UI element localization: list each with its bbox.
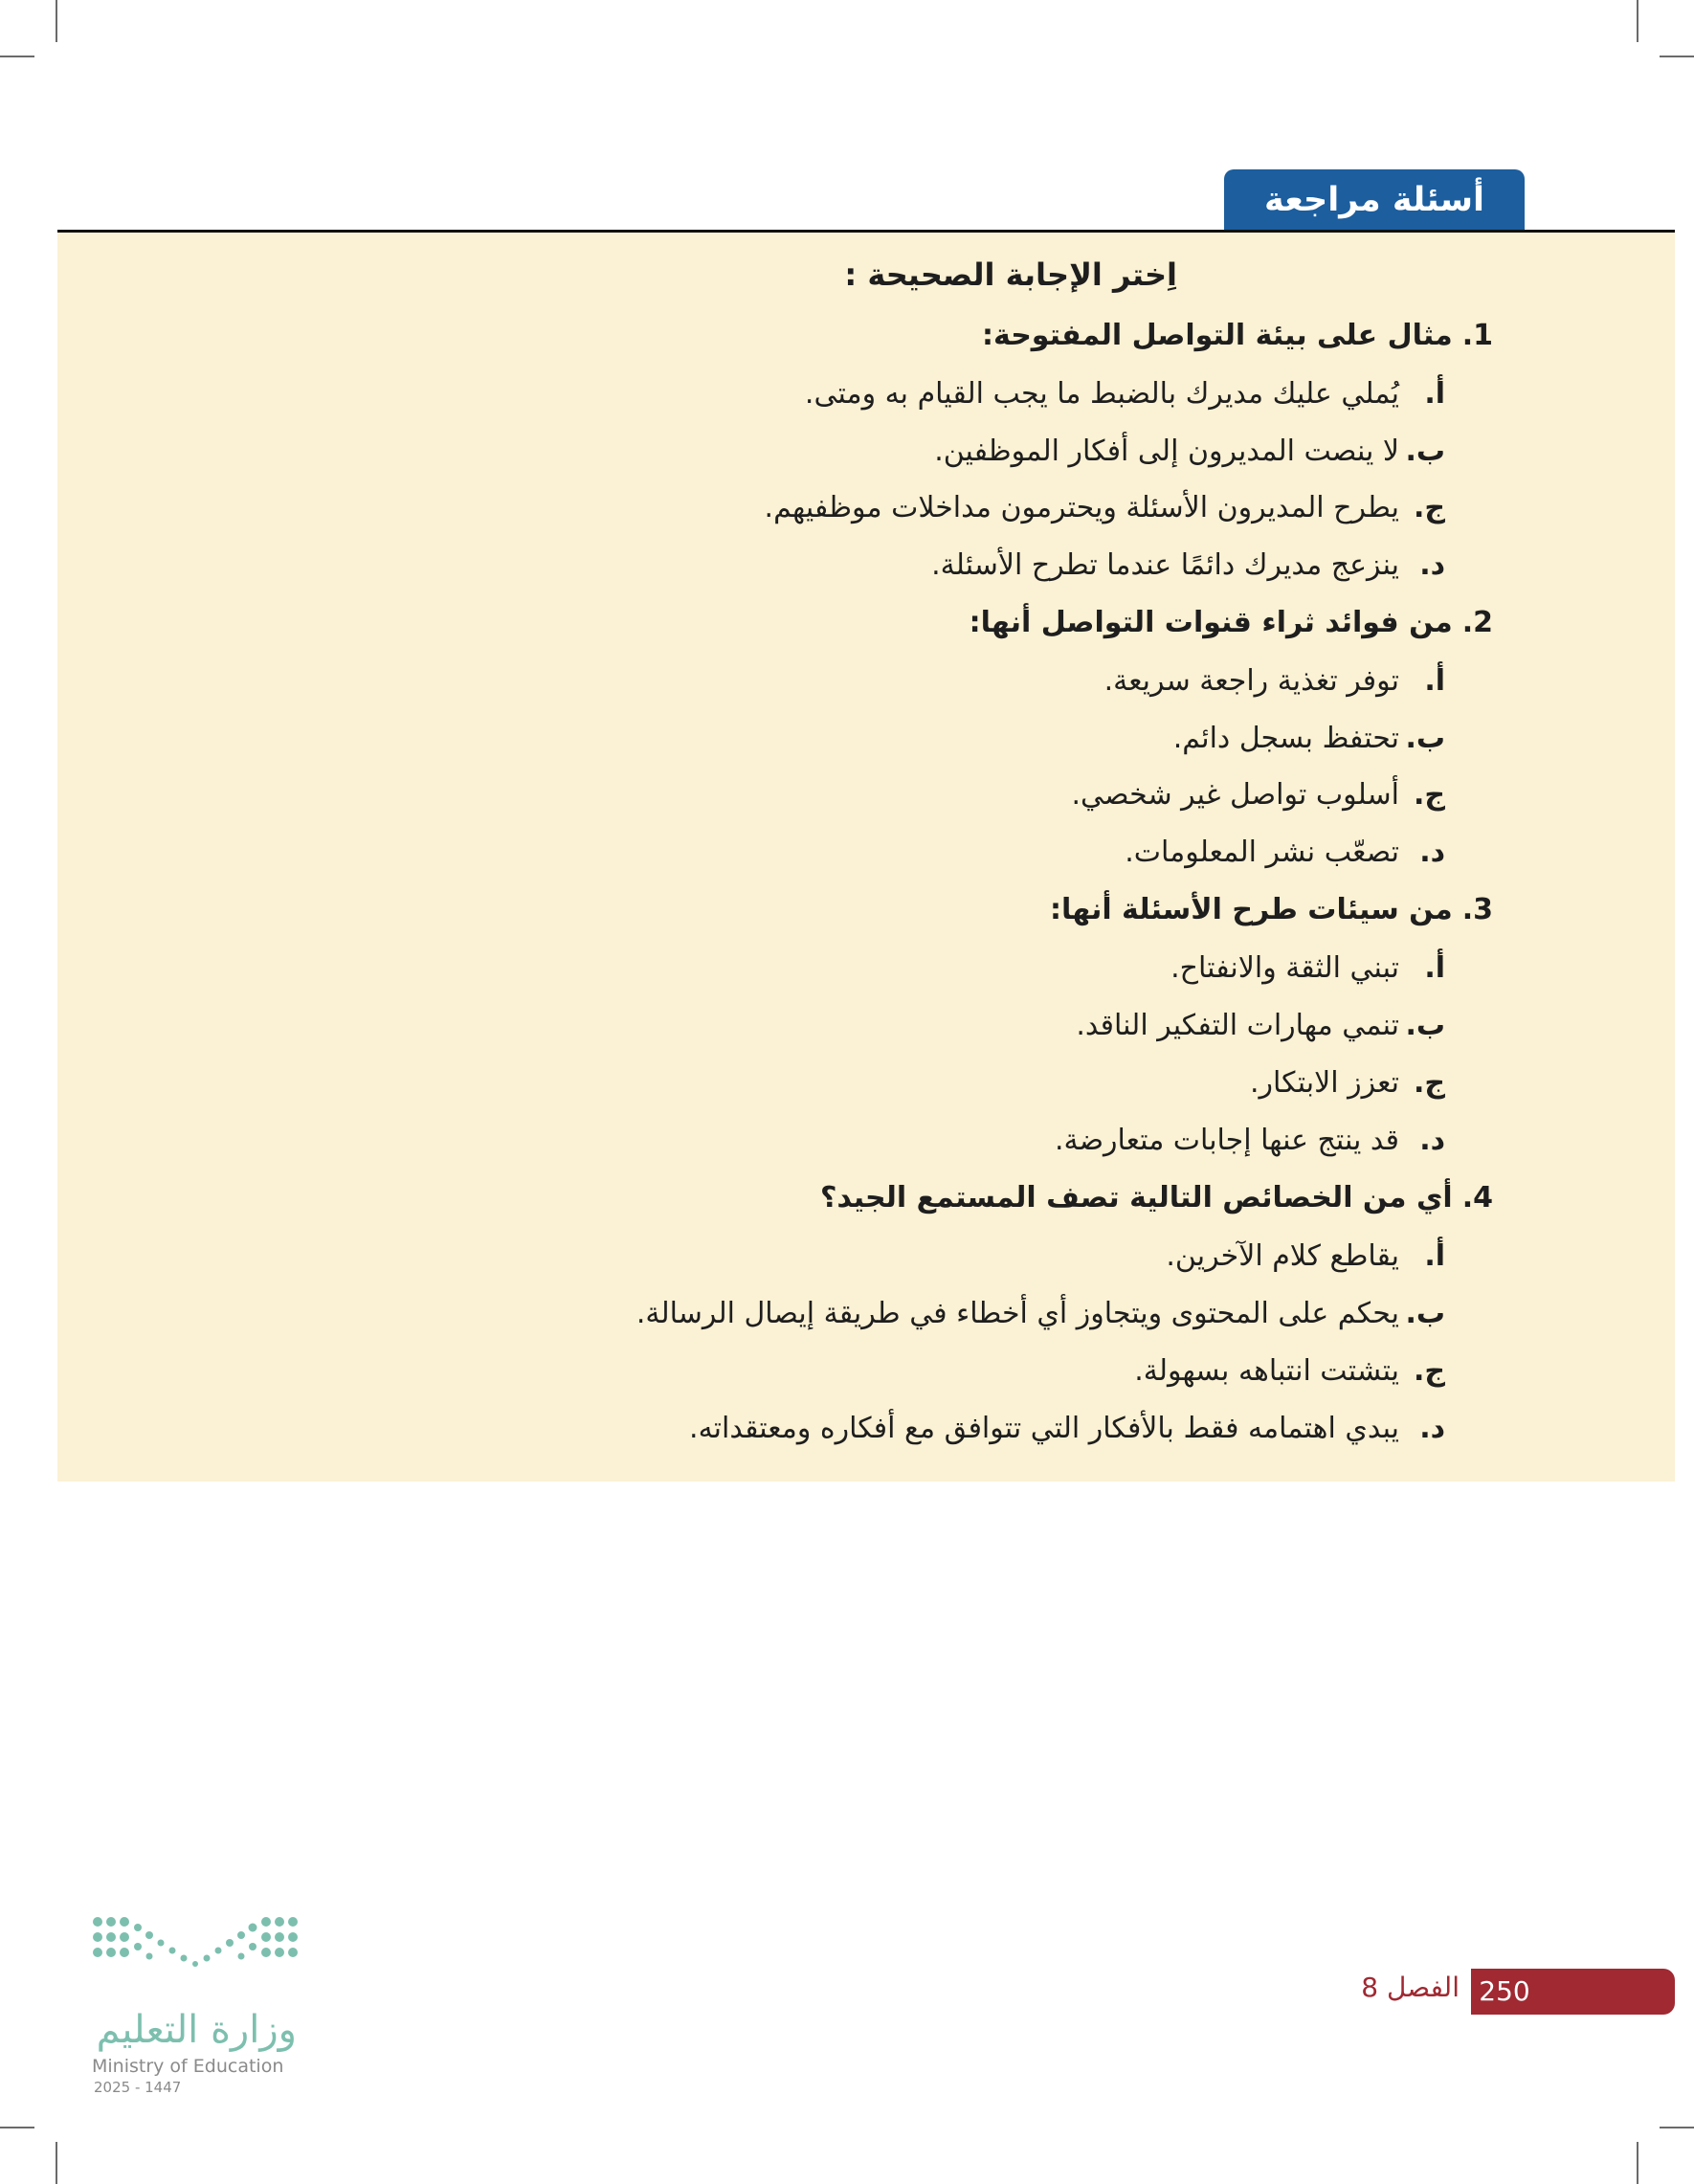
question-number: 3.	[1461, 893, 1493, 926]
choice-text: يُملي عليك مديرك بالضبط ما يجب القيام به ومتى.	[804, 377, 1399, 411]
crop-mark	[1637, 2142, 1638, 2184]
logo-arabic-text: وزارة التعليم	[96, 2008, 297, 2052]
choice-1b	[934, 435, 1445, 468]
choice-letter: ب.	[1405, 1297, 1445, 1330]
choice-letter: ج.	[1413, 1354, 1445, 1388]
question-2	[970, 606, 1493, 639]
choice-text: تحتفظ بسجل دائم.	[1172, 722, 1399, 755]
choice-letter: ب.	[1405, 435, 1445, 468]
choice-1d	[931, 548, 1445, 582]
choice-2b	[1173, 722, 1445, 755]
choice-letter: أ.	[1424, 377, 1445, 411]
choice-3b	[1076, 1009, 1445, 1042]
choice-text: يطرح المديرون الأسئلة ويحترمون مداخلات موظفيهم.	[764, 491, 1399, 524]
choice-letter: ج.	[1413, 778, 1445, 812]
chapter-label: الفصل 8	[1361, 1972, 1460, 2003]
question-text: من فوائد ثراء قنوات التواصل أنها:	[969, 606, 1453, 639]
question-number: 4.	[1461, 1181, 1493, 1215]
choice-2c	[1072, 778, 1445, 812]
choice-2a	[1104, 664, 1445, 698]
choice-3c	[1250, 1066, 1445, 1100]
choice-text: يقاطع كلام الآخرين.	[1166, 1239, 1399, 1273]
crop-mark	[0, 2127, 34, 2128]
choice-letter: أ.	[1424, 664, 1445, 698]
choice-text: يتشتت انتباهه بسهولة.	[1134, 1354, 1399, 1388]
choice-letter: ب.	[1405, 722, 1445, 755]
choice-letter: ج.	[1413, 1066, 1445, 1100]
choice-letter: ب.	[1405, 1009, 1445, 1042]
choice-3a	[1170, 951, 1445, 985]
choice-letter: د.	[1419, 548, 1445, 582]
choice-letter: ج.	[1413, 491, 1445, 524]
logo-english-text: Ministry of Education	[92, 2056, 284, 2077]
choice-letter: د.	[1419, 836, 1445, 869]
question-1	[982, 319, 1493, 352]
question-text: من سيئات طرح الأسئلة أنها:	[1050, 893, 1453, 926]
choice-text: قد ينتج عنها إجابات متعارضة.	[1054, 1124, 1399, 1157]
question-number: 1.	[1461, 319, 1493, 352]
choice-letter: أ.	[1424, 1239, 1445, 1273]
logo-dots-icon	[92, 1914, 302, 1981]
choice-4b	[636, 1297, 1445, 1330]
choice-1c	[765, 491, 1445, 524]
choice-text: توفر تغذية راجعة سريعة.	[1103, 664, 1399, 698]
crop-mark	[56, 0, 57, 42]
choice-text: يبدي اهتمامه فقط بالأفكار التي تتوافق مع أفكاره ومعتقداته.	[689, 1412, 1399, 1445]
question-3	[1050, 893, 1493, 926]
choice-letter: أ.	[1424, 951, 1445, 985]
question-number: 2.	[1461, 606, 1493, 639]
page-number: 250	[1471, 1969, 1538, 2015]
question-4	[820, 1181, 1493, 1215]
crop-mark	[1660, 56, 1694, 57]
choice-letter: د.	[1419, 1124, 1445, 1157]
choice-2d	[1125, 836, 1445, 869]
choice-text: يحكم على المحتوى ويتجاوز أي أخطاء في طريقة إيصال الرسالة.	[635, 1297, 1399, 1330]
choice-text: ينزعج مديرك دائمًا عندما تطرح الأسئلة.	[931, 548, 1399, 582]
choice-text: تبني الثقة والانفتاح.	[1170, 951, 1399, 985]
instruction-text: اِختر الإجابة الصحيحة :	[844, 256, 1177, 293]
choice-text: تنمي مهارات التفكير الناقد.	[1076, 1009, 1399, 1042]
ministry-logo	[92, 1914, 322, 2096]
crop-mark	[1637, 0, 1638, 42]
choice-text: أسلوب تواصل غير شخصي.	[1071, 778, 1399, 812]
logo-year: 2025 - 1447	[94, 2079, 182, 2096]
choice-text: تصعّب نشر المعلومات.	[1125, 836, 1399, 869]
choice-4a	[1166, 1239, 1445, 1273]
choice-4d	[689, 1412, 1445, 1445]
crop-mark	[56, 2142, 57, 2184]
choice-1a	[805, 377, 1445, 411]
choice-4c	[1134, 1354, 1445, 1388]
section-heading: أسئلة مراجعة	[1224, 169, 1525, 231]
choice-3d	[1055, 1124, 1445, 1157]
crop-mark	[1660, 2127, 1694, 2128]
choice-text: تعزز الابتكار.	[1250, 1066, 1399, 1100]
question-text: مثال على بيئة التواصل المفتوحة:	[982, 319, 1453, 352]
question-text: أي من الخصائص التالية تصف المستمع الجيد؟	[820, 1181, 1453, 1215]
choice-text: لا ينصت المديرون إلى أفكار الموظفين.	[934, 435, 1399, 468]
choice-letter: د.	[1419, 1412, 1445, 1445]
crop-mark	[0, 56, 34, 57]
